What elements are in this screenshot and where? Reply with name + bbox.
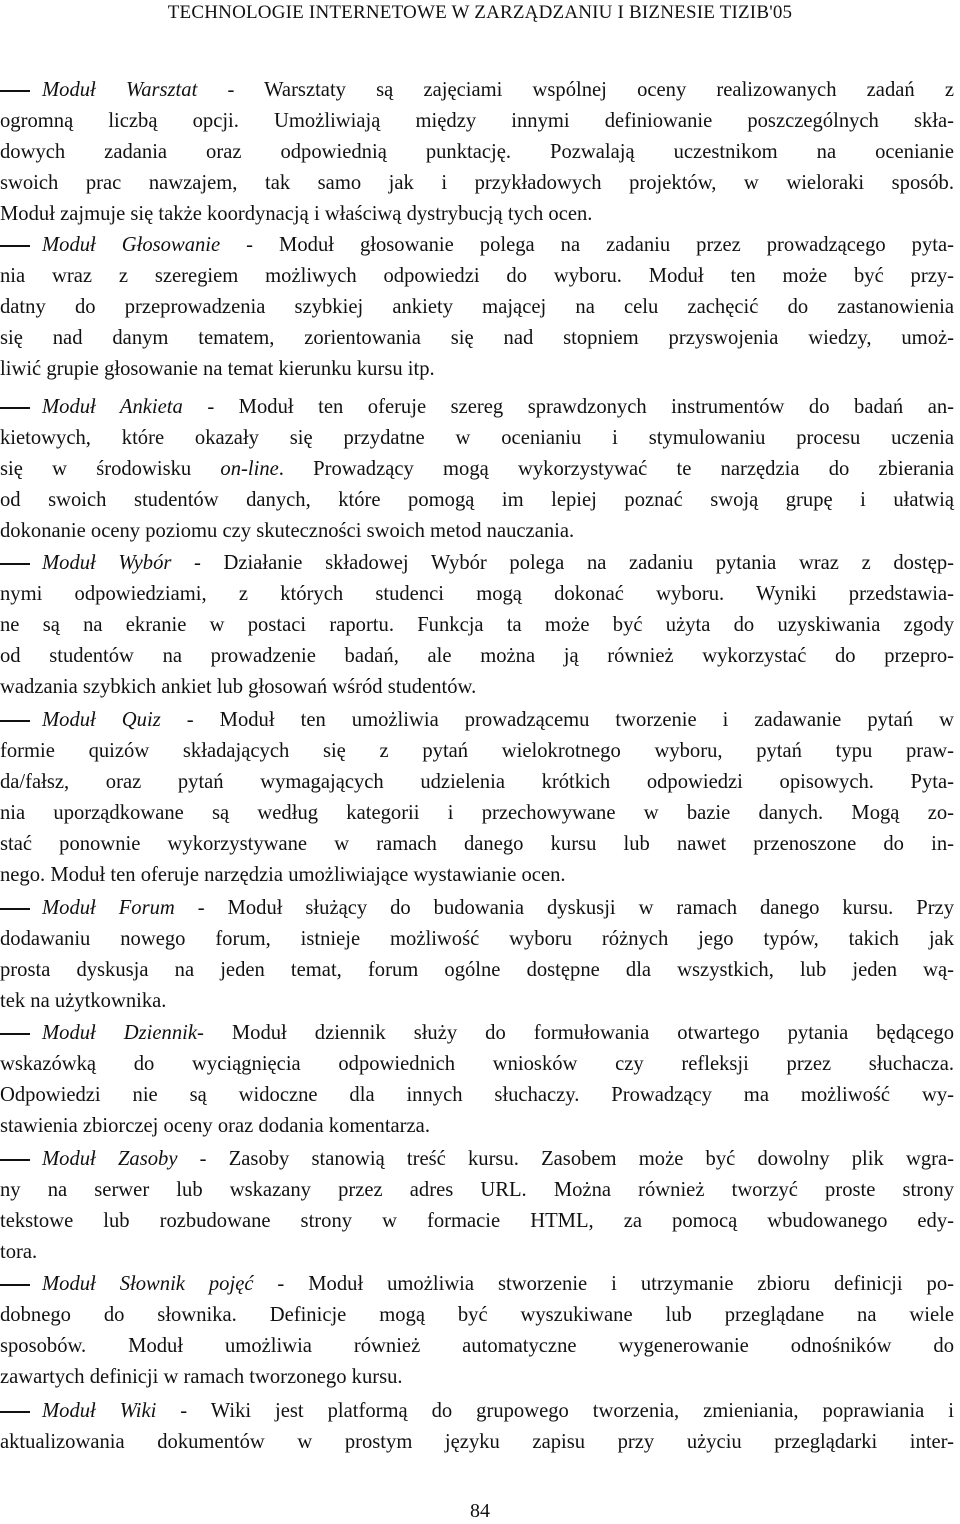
item-line: nego. Moduł ten oferuje narzędzia umożliwiające wystawianie ocen. (0, 864, 566, 886)
item-line: aktualizowania dokumentów w prostym języku zapisu przy użyciu przeglądarki inter- (0, 1431, 954, 1453)
item-line: dobnego do słownika. Definicje mogą być wyszukiwane lub przeglądane na wiele (0, 1304, 954, 1326)
item-line: tek na użytkownika. (0, 990, 167, 1012)
item-line: sposobów. Moduł umożliwia również automatyczne wygenerowanie odnośników do (0, 1335, 954, 1357)
item-line: wadzania szybkich ankiet lub głosowań wśród studentów. (0, 676, 477, 698)
item-line: Moduł Quiz - Moduł ten umożliwia prowadzącemu tworzenie i zadawanie pytań w (42, 709, 955, 731)
item-line: formie quizów składających się z pytań wielokrotnego wyboru, pytań typu praw- (0, 740, 954, 762)
item-title: Moduł Wiki (42, 1400, 157, 1422)
item-line: Moduł Zasoby - Zasoby stanowią treść kursu. Zasobem może być dowolny plik wgra- (42, 1148, 954, 1170)
dash-bullet (0, 720, 30, 722)
item-title: Moduł Warsztat (42, 79, 198, 101)
item-line: Moduł Słownik pojęć - Moduł umożliwia stworzenie i utrzymanie zbioru definicji po- (42, 1273, 954, 1295)
dash-bullet (0, 245, 30, 247)
item-line: nymi odpowiedziami, z których studenci mogą dokonać wyboru. Wyniki przedstawia- (0, 583, 954, 605)
item-line: dowych zadania oraz odpowiednią punktację. Pozwalają uczestnikom na ocenianie (0, 141, 954, 163)
dash-bullet (0, 1284, 30, 1286)
item-title: Moduł Dziennik (42, 1022, 197, 1044)
dash-bullet (0, 908, 30, 910)
item-line: wskazówką do wyciągnięcia odpowiednich wniosków czy refleksji przez słuchacza. (0, 1053, 954, 1075)
item-title: Moduł Forum (42, 897, 175, 919)
item-title: Moduł Ankieta (42, 396, 183, 418)
item-line: tora. (0, 1241, 38, 1263)
item-line: swoich prac nawzajem, tak samo jak i przykładowych projektów, w wieloraki sposób. (0, 172, 954, 194)
item-line: się w środowisku on-line. Prowadzący mogą wykorzystywać te narzędzia do zbierania (0, 458, 954, 480)
item-line: tekstowe lub rozbudowane strony w formacie HTML, za pomocą wbudowanego edy- (0, 1210, 954, 1232)
item-title: Moduł Słownik pojęć (42, 1273, 254, 1295)
item-line: Moduł Dziennik- Moduł dziennik służy do formułowania otwartego pytania będącego (42, 1022, 955, 1044)
dash-bullet (0, 1159, 30, 1161)
page-number: 84 (470, 1500, 490, 1522)
item-line: Odpowiedzi nie są widoczne dla innych słuchaczy. Prowadzący ma możliwość wy- (0, 1084, 954, 1106)
item-line: Moduł Głosowanie - Moduł głosowanie polega na zadaniu przez prowadzącego pyta- (42, 234, 954, 256)
dash-bullet (0, 90, 30, 92)
dash-bullet (0, 407, 30, 409)
item-line: Moduł Wiki - Wiki jest platformą do grupowego tworzenia, zmieniania, poprawiania i (42, 1400, 955, 1422)
item-line: Moduł Ankieta - Moduł ten oferuje szereg sprawdzonych instrumentów do badań an- (42, 396, 954, 418)
item-title: Moduł Quiz (42, 709, 161, 731)
item-line: się nad danym tematem, zorientowania się nad stopniem przyswojenia wiedzy, umoż- (0, 327, 954, 349)
item-line: prosta dyskusja na jeden temat, forum ogólne dostępne dla wszystkich, lub jeden wą- (0, 959, 954, 981)
item-line: Moduł Wybór - Działanie składowej Wybór polega na zadaniu pytania wraz z dostęp- (42, 552, 954, 574)
item-line: dodawaniu nowego forum, istnieje możliwość wyboru różnych jego typów, takich jak (0, 928, 954, 950)
item-line: Moduł Forum - Moduł służący do budowania dyskusji w ramach danego kursu. Przy (42, 897, 954, 919)
item-title: Moduł Zasoby (42, 1148, 178, 1170)
dash-bullet (0, 1033, 30, 1035)
item-line: datny do przeprowadzenia szybkiej ankiety mającej na celu zachęcić do zastanowienia (0, 296, 954, 318)
item-line: od swoich studentów danych, które pomogą im lepiej poznać swoją grupę i ułatwią (0, 489, 954, 511)
item-line: da/fałsz, oraz pytań wymagających udzielenia krótkich odpowiedzi opisowych. Pyta- (0, 771, 954, 793)
item-line: stać ponownie wykorzystywane w ramach danego kursu lub nawet przenoszone do in- (0, 833, 954, 855)
item-line: nia uporządkowane są według kategorii i przechowywane w bazie danych. Mogą zo- (0, 802, 954, 824)
item-title: Moduł Wybór (42, 552, 172, 574)
item-line: Moduł Warsztat - Warsztaty są zajęciami wspólnej oceny realizowanych zadań z (42, 79, 954, 101)
item-line: Moduł zajmuje się także koordynacją i właściwą dystrybucją tych ocen. (0, 203, 593, 225)
item-line: ny na serwer lub wskazany przez adres URL. Można również tworzyć proste strony (0, 1179, 954, 1201)
item-line: ogromną liczbą opcji. Umożliwiają między innymi definiowanie poszczególnych skła- (0, 110, 954, 132)
item-line: nia wraz z szeregiem możliwych odpowiedzi do wyboru. Moduł ten może być przy- (0, 265, 954, 287)
running-header: TECHNOLOGIE INTERNETOWE W ZARZĄDZANIU I BIZNESIE TIZIB'05 (167, 2, 793, 23)
item-line: ne są na ekranie w postaci raportu. Funkcja ta może być użyta do uzyskiwania zgody (0, 614, 954, 636)
item-line: stawienia zbiorczej oceny oraz dodania komentarza. (0, 1115, 430, 1137)
item-line: liwić grupie głosowanie na temat kierunku kursu itp. (0, 358, 435, 380)
dash-bullet (0, 1411, 30, 1413)
dash-bullet (0, 563, 30, 565)
italic-term: on-line (220, 458, 279, 480)
item-line: od studentów na prowadzenie badań, ale można ją również wykorzystać do przepro- (0, 645, 954, 667)
item-title: Moduł Głosowanie (42, 234, 221, 256)
item-line: dokonanie oceny poziomu czy skuteczności swoich metod nauczania. (0, 520, 575, 542)
item-line: kietowych, które okazały się przydatne w ocenianiu i stymulowaniu procesu uczenia (0, 427, 954, 449)
item-line: zawartych definicji w ramach tworzonego kursu. (0, 1366, 403, 1388)
